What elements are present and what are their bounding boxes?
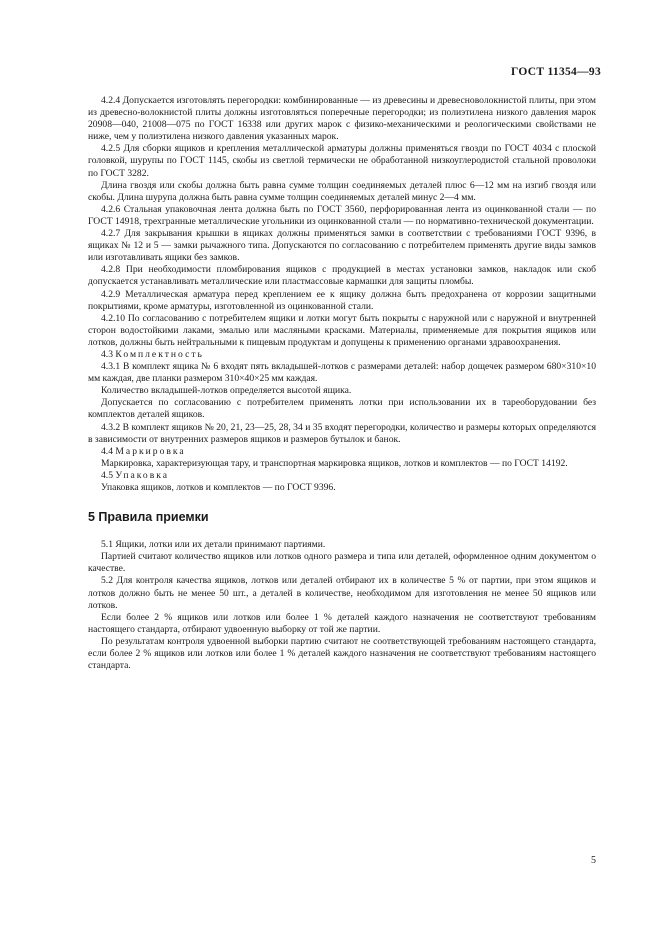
subsection-number: 4.5 bbox=[101, 469, 113, 481]
paragraph-5-2-result: По результатам контроля удвоенной выборки партию считают не соответствующей требованиям настоящего стандарта, если более 2 % ящиков или лотков или более 1 % деталей каждого назначения не соответствуют требованиям настоящего стандарта. bbox=[88, 635, 596, 672]
paragraph-4-3-1: 4.3.1 В комплект ящика № 6 входят пять вкладышей-лотков с размерами деталей: набор дощечек размером 680×310×10 мм каждая, две планки размером 310×40×25 мм каждая. bbox=[88, 361, 596, 385]
subsection-heading-4-4 bbox=[88, 446, 596, 458]
paragraph-4-4: Маркировка, характеризующая тару, и транспортная маркировка ящиков, лотков и комплектов — по ГОСТ 14192. bbox=[101, 457, 568, 469]
paragraph-4-3-2: 4.3.2 В комплект ящиков № 20, 21, 23—25, 28, 34 и 35 входят перегородки, количество и размеры которых определяются в зависимости от внутренних размеров ящиков и размеров бутылок и банок. bbox=[88, 421, 596, 445]
paragraph-nail-length: Длина гвоздя или скобы должна быть равна сумме толщин соединяемых деталей плюс 6—12 мм на изгиб гвоздя или скобы. Длина шурупа должна быть равна сумме толщин соединяемых деталей минус 2—4 мм. bbox=[88, 179, 596, 203]
subsection-heading-4-5 bbox=[88, 470, 596, 482]
subsection-heading-4-3 bbox=[88, 349, 596, 361]
paragraph-4-2-7: 4.2.7 Для закрывания крышки в ящиках должны применяться замки в соответствии с требованиями ГОСТ 9396, в ящиках № 12 и 5 — замки рычажного типа. Допускаются по согласованию с потребителем применять другие виды замков или изготавливать ящики без замков. bbox=[88, 228, 596, 264]
page-header-doc-code: ГОСТ 11354—93 bbox=[511, 66, 601, 78]
paragraph-4-3-trays: Допускается по согласованию с потребителем применять лотки при использовании их в тареоборудовании без комплектов деталей ящиков. bbox=[88, 397, 596, 421]
paragraph-5-1-batch: Партией считают количество ящиков или лотков одного размера и типа или деталей, оформленное одним документом о качестве. bbox=[88, 551, 596, 575]
paragraph-4-2-8: 4.2.8 При необходимости пломбирования ящиков с продукцией в местах установки замков, накладок или скоб допускается устанавливать металлические или пластмассовые кармашки для защиты пломбы. bbox=[88, 264, 596, 288]
paragraph-4-5: Упаковка ящиков, лотков и комплектов — по ГОСТ 9396. bbox=[101, 482, 336, 493]
subsection-title: Маркировка bbox=[115, 445, 186, 457]
paragraph-4-2-9: 4.2.9 Металлическая арматура перед креплением ее к ящику должна быть предохранена от коррозии защитными покрытиями, кроме арматуры, изготовленной из оцинкованной стали. bbox=[88, 288, 596, 312]
paragraph-5-1: 5.1 Ящики, лотки или их детали принимают партиями. bbox=[101, 539, 326, 551]
paragraph-4-2-6: 4.2.6 Стальная упаковочная лента должна быть по ГОСТ 3560, перфорированная лента из оцинкованной стали — по ГОСТ 14918, трехгранные металлические угольники из оцинкованной стали — по нормативно-технической документации. bbox=[88, 203, 596, 227]
page-number: 5 bbox=[591, 855, 596, 866]
subsection-number: 4.3 bbox=[101, 348, 113, 360]
subsection-title: Упаковка bbox=[115, 469, 170, 481]
paragraph-4-2-5: 4.2.5 Для сборки ящиков и крепления металлической арматуры должны применяться гвозди по ГОСТ 4034 с плоской головкой, шурупы по ГОСТ 1145, скобы из светлой термически не обработанной низкоуглеродистой стальной проволоки по ГОСТ 3282. bbox=[88, 143, 596, 179]
paragraph-4-2-10: 4.2.10 По согласованию с потребителем ящики и лотки могут быть покрыты с наружной или с наружной и внутренней сторон водостойкими лаками, эмалью или масляными красками. Материалы, применяемые для покрытия ящиков или лотков, должны быть нейтральными к пищевым продуктам и допущены к применению органами здравоохранения. bbox=[88, 312, 596, 348]
paragraph-5-2-double-sample: Если более 2 % ящиков или лотков или более 1 % деталей каждого назначения не соответствуют требованиям настоящего стандарта, отбирают удвоенную выборку от той же партии. bbox=[88, 611, 596, 635]
subsection-number: 4.4 bbox=[101, 445, 113, 457]
paragraph-4-2-4: 4.2.4 Допускается изготовлять перегородки: комбинированные — из древесины и древесноволокнистой плиты, при этом из древесно-волокнистой плиты должны изготовляться поперечные перегородки; из полиэтилена низкого давления марок 20908—040, 21008—075 по ГОСТ 16338 или других марок с физико-механическими и реологическими свойствами не ниже, чем у полиэтилена низкого давления указанных марок. bbox=[88, 95, 596, 143]
section-heading-5: 5 Правила приемки bbox=[88, 510, 209, 525]
paragraph-4-3-count: Количество вкладышей-лотков определяется высотой ящика. bbox=[101, 385, 352, 397]
document-body bbox=[88, 95, 596, 672]
paragraph-5-2: 5.2 Для контроля качества ящиков, лотков или деталей отбирают их в количестве 5 % от партии, при этом ящиков и лотков должно быть не менее 50 шт., а деталей в количестве, необходимом для изготовления не менее 50 ящиков или лотков. bbox=[88, 575, 596, 611]
subsection-title: Комплектность bbox=[115, 348, 204, 360]
